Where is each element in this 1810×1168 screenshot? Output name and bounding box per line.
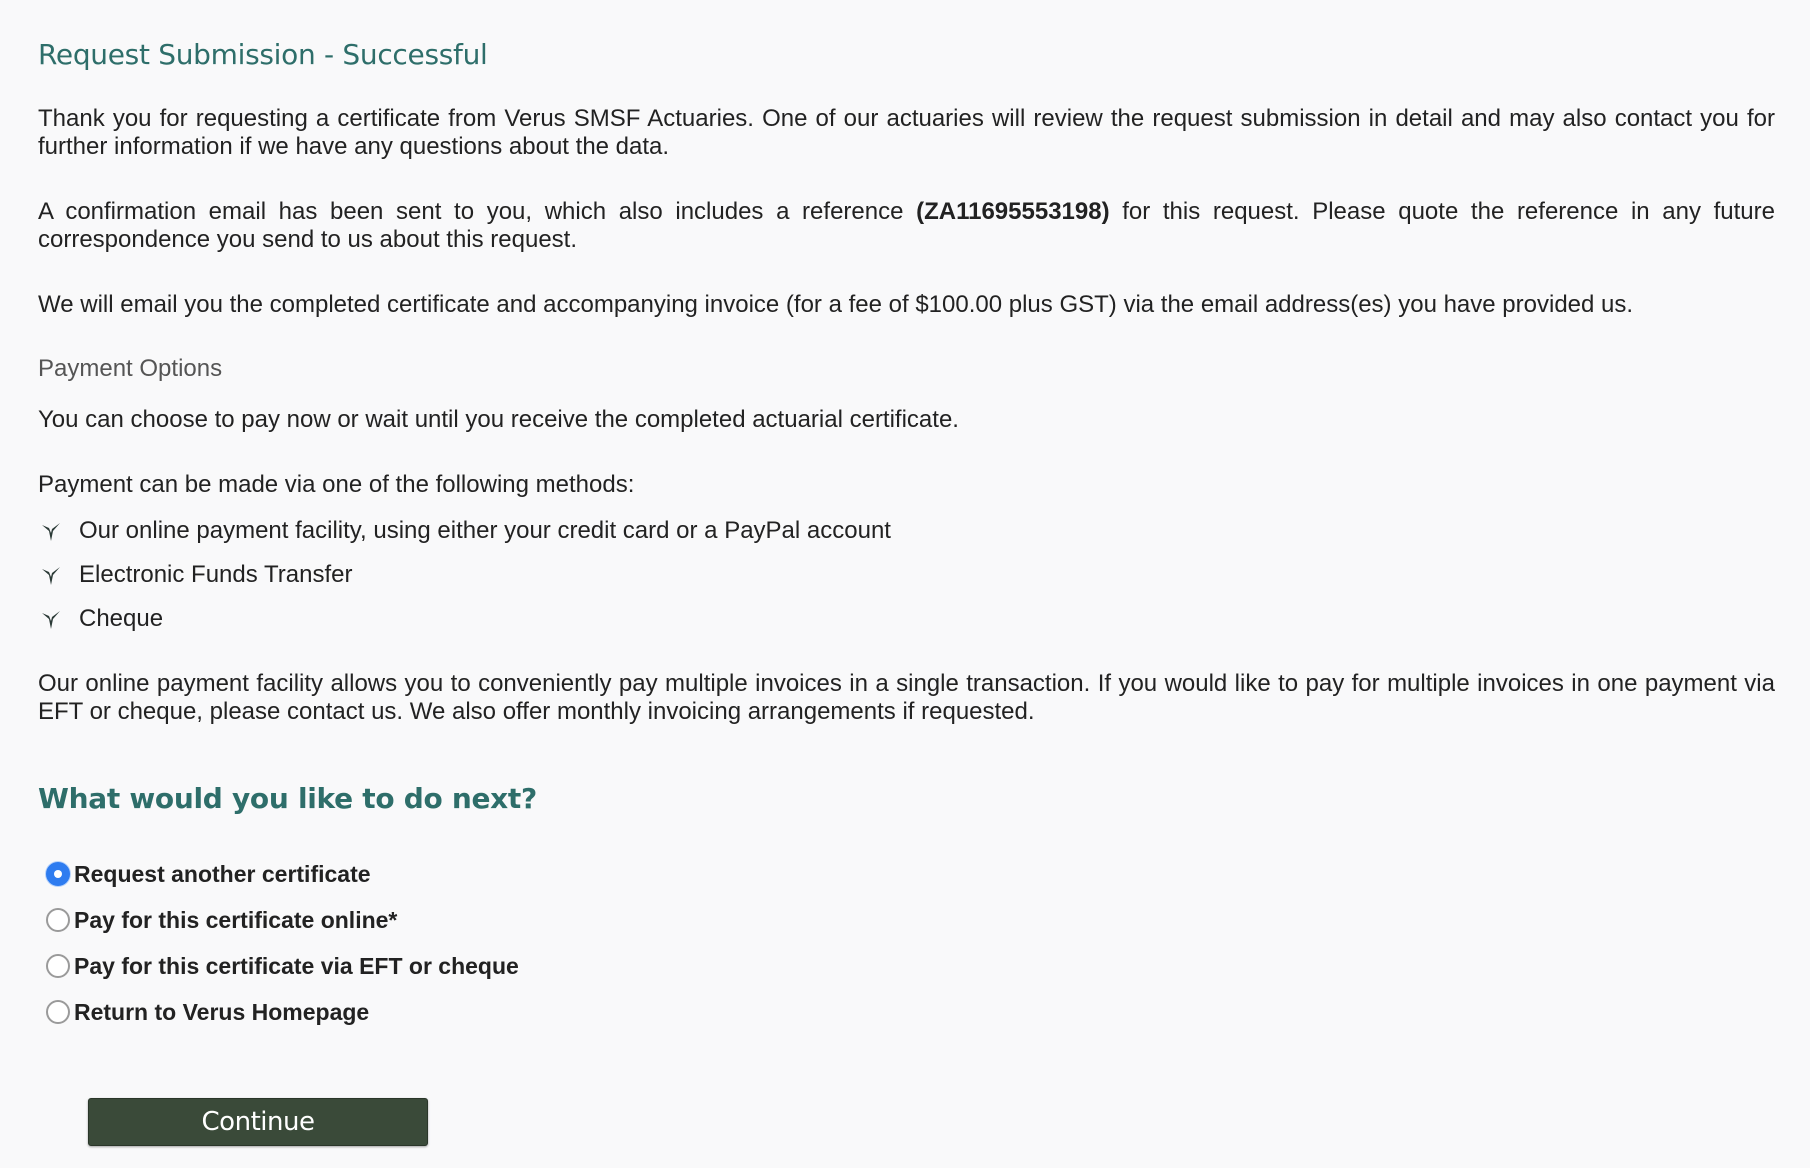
radio-return-homepage[interactable] [46,1000,70,1024]
payment-choice-text: You can choose to pay now or wait until you receive the completed actuarial certificate. [38,406,959,433]
reference-number: (ZA11695553198) [916,198,1110,225]
option-label[interactable]: Pay for this certificate online* [74,906,398,933]
payment-method-online [38,509,1775,553]
option-pay-eft-cheque[interactable] [46,943,1775,989]
confirmation-text-after: for this request. Please quote the reference in any future correspondence you send to us about this request. [38,198,1775,253]
payment-method-eft [38,553,1775,597]
radio-request-another[interactable] [46,862,70,886]
payment-methods-list [38,509,1775,641]
check-mark-icon [40,519,62,543]
payment-options-heading: Payment Options [38,355,223,382]
fee-paragraph: We will email you the completed certificate and accompanying invoice (for a fee of $100.00 plus GST) via the email address(es) you have provided us. [38,291,1634,318]
payment-method-label: Electronic Funds Transfer [79,561,353,588]
check-mark-icon [40,607,62,631]
intro-paragraph: Thank you for requesting a certificate from Verus SMSF Actuaries. One of our actuaries will review the request submission in detail and may also contact you for further information if we have any questions about the data. [38,105,1775,160]
next-steps-heading: What would you like to do next? [38,782,537,815]
option-label[interactable]: Return to Verus Homepage [74,998,370,1025]
continue-button[interactable]: Continue [88,1098,428,1146]
payment-note: Our online payment facility allows you to conveniently pay multiple invoices in a single transaction. If you would like to pay for multiple invoices in one payment via EFT or cheque, please contact us. We also offer monthly invoicing arrangements if requested. [38,670,1775,725]
payment-method-label: Cheque [79,605,164,632]
payment-methods-intro: Payment can be made via one of the following methods: [38,471,635,498]
confirmation-text-before: A confirmation email has been sent to you, which also includes a reference [38,198,917,225]
payment-method-label: Our online payment facility, using either your credit card or a PayPal account [79,517,891,544]
option-return-homepage[interactable] [46,989,1775,1035]
option-pay-online[interactable] [46,897,1775,943]
confirmation-paragraph [38,198,1775,254]
page-title: Request Submission - Successful [38,38,488,71]
option-label[interactable]: Pay for this certificate via EFT or cheque [74,952,519,979]
radio-pay-eft-cheque[interactable] [46,954,70,978]
radio-pay-online[interactable] [46,908,70,932]
option-request-another[interactable] [46,851,1775,897]
next-steps-options [46,851,1775,1035]
payment-method-cheque [38,597,1775,641]
check-mark-icon [40,563,62,587]
option-label[interactable]: Request another certificate [74,860,371,887]
